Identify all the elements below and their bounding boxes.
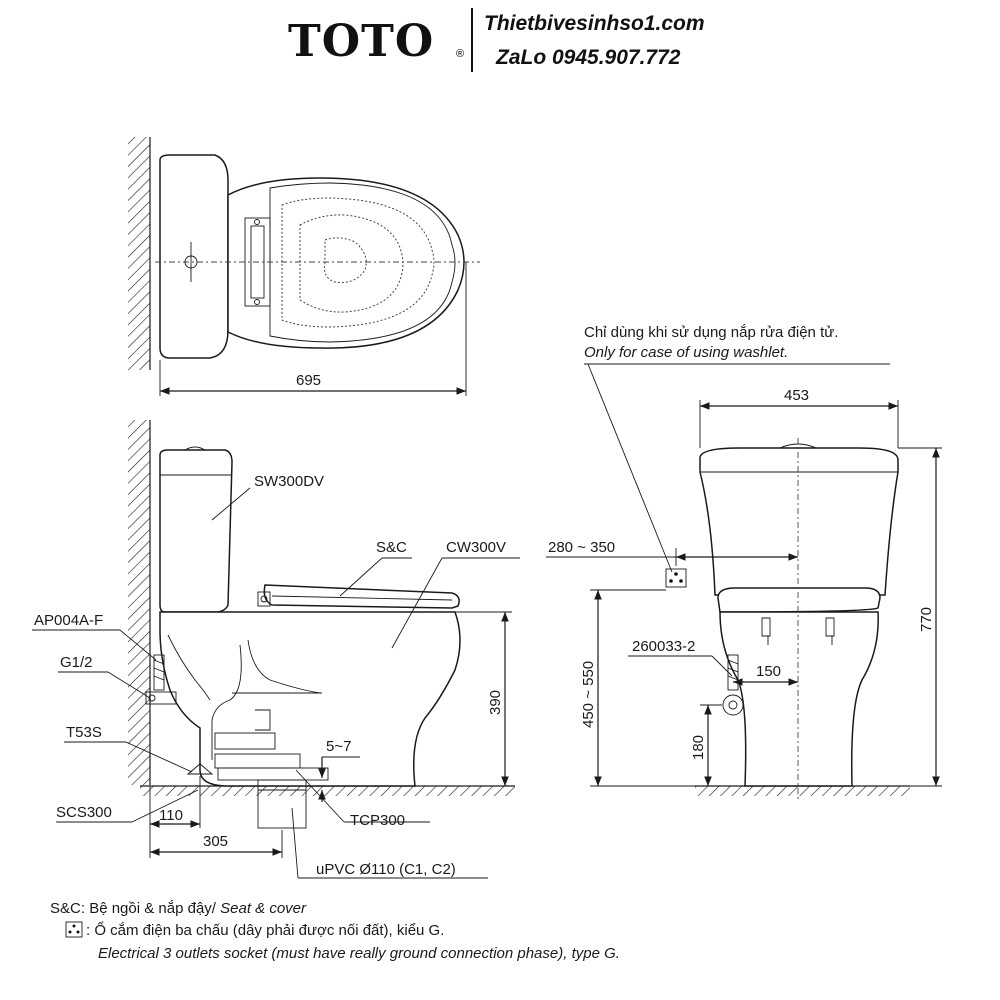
legend-sc: S&C: Bệ ngồi & nắp đậy/ Seat & cover [50, 900, 307, 917]
floor-hatch-front [695, 786, 910, 796]
dim-5-7: 5~7 [326, 738, 352, 755]
supply-valve-front [723, 695, 743, 715]
label-scs300: SCS300 [56, 804, 112, 821]
top-view [128, 137, 480, 396]
label-cw300v: CW300V [446, 539, 507, 556]
label-tcp300: TCP300 [350, 812, 406, 829]
front-view [546, 324, 942, 800]
dim-770: 770 [918, 606, 935, 632]
tank-front-outline [700, 448, 898, 595]
label-g1-2: G1/2 [60, 654, 93, 671]
dim-110: 110 [159, 807, 183, 824]
legend [50, 900, 620, 962]
bowl-front-outline [720, 612, 878, 786]
seat-front-outline [718, 588, 880, 612]
label-sw300dv: SW300DV [254, 473, 325, 490]
label-260033-2: 260033-2 [632, 638, 696, 655]
legend-socket-vi: : Ổ cắm điện ba chấu (dây phải được nối đất), kiểu G. [86, 922, 445, 939]
dim-150: 150 [756, 663, 782, 680]
header [288, 8, 705, 72]
contact-text: ZaLo 0945.907.772 [496, 46, 681, 69]
brand-logo: TOTO [288, 16, 435, 67]
dim-695: 695 [296, 372, 322, 389]
bowl-top-outline [228, 178, 464, 348]
registered-mark: ® [456, 48, 465, 60]
side-view [32, 420, 520, 878]
label-upvc: uPVC Ø110 (C1, C2) [316, 861, 456, 878]
wall-hatch-side [128, 420, 150, 785]
note-vietnamese: Chỉ dùng khi sử dụng nắp rửa điện tử. [584, 324, 839, 341]
wall-hatch-top [128, 137, 150, 370]
label-sc: S&C [376, 539, 407, 556]
bowl-side-outline [160, 612, 460, 786]
website-text: Thietbivesinhso1.com [484, 12, 705, 35]
label-t53s: T53S [66, 724, 102, 741]
dim-390: 390 [487, 689, 504, 715]
dim-453: 453 [784, 387, 810, 404]
three-pin-socket-icon [666, 569, 686, 587]
legend-socket-en: Electrical 3 outlets socket (must have really ground connection phase), type G. [98, 945, 620, 962]
socket-legend-icon [66, 922, 82, 937]
note-english: Only for case of using washlet. [584, 344, 789, 361]
dim-180: 180 [690, 734, 707, 760]
dim-305: 305 [203, 833, 229, 850]
dim-280-350: 280 ~ 350 [548, 539, 616, 556]
label-ap004a-f: AP004A-F [34, 612, 104, 629]
dim-450-550: 450 ~ 550 [580, 660, 597, 728]
tank-side-outline [160, 450, 232, 612]
